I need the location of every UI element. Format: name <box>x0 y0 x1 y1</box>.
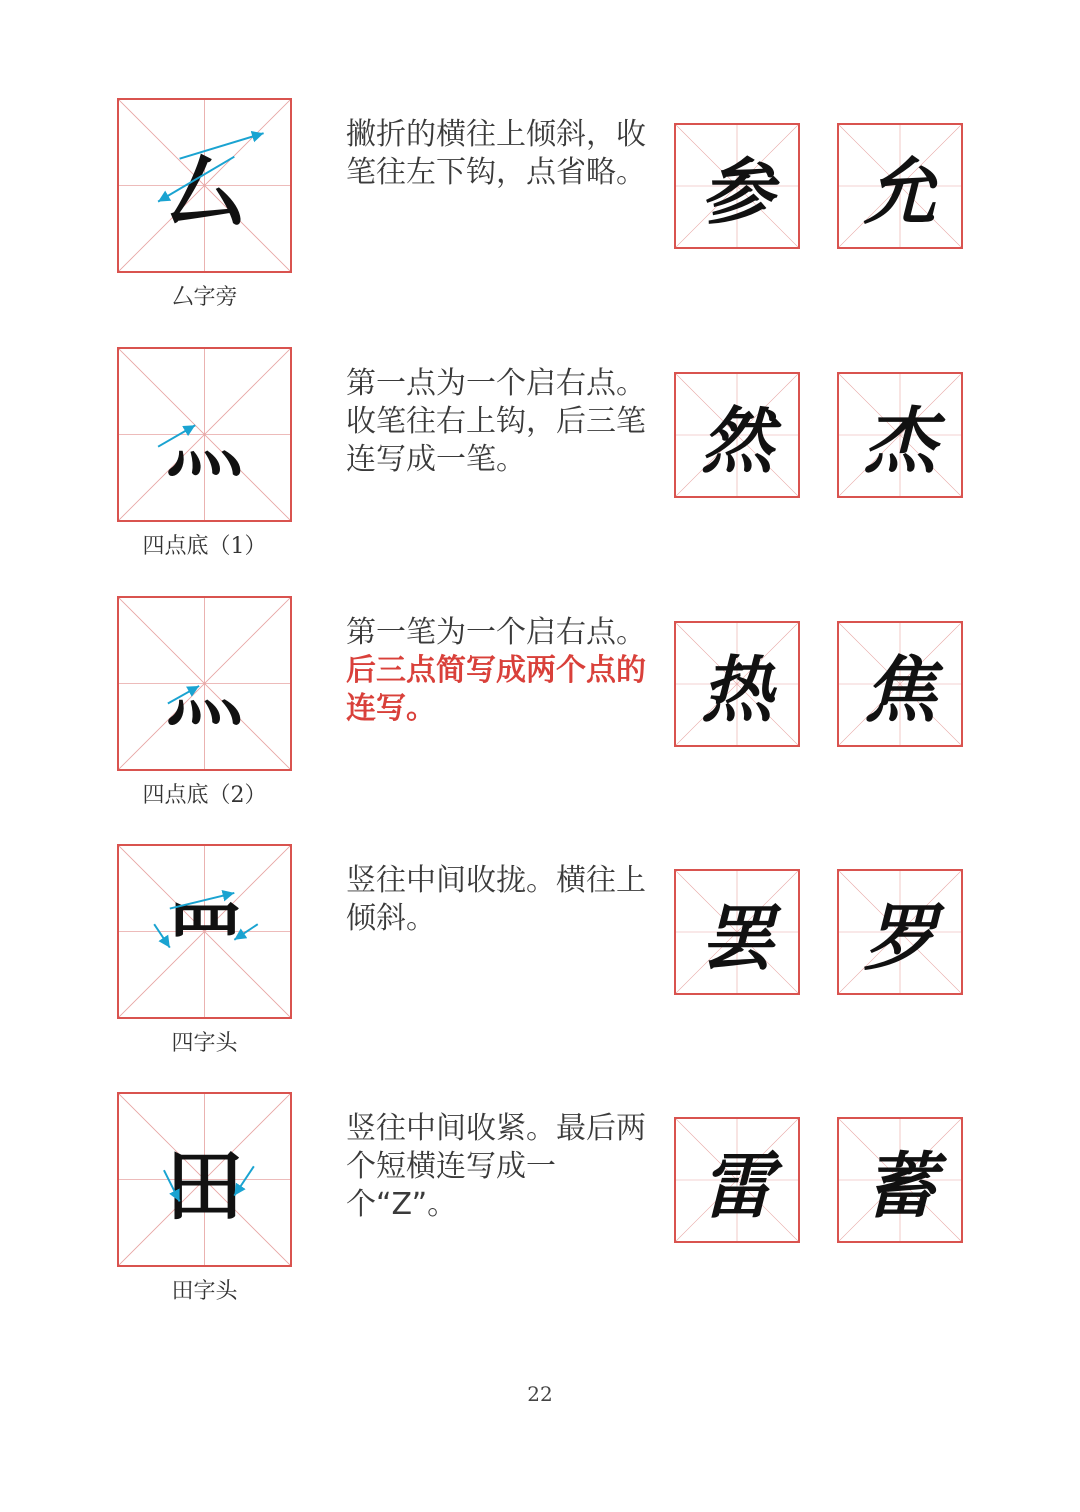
example-grid-2 <box>837 621 963 747</box>
page-number: 22 <box>527 1382 553 1406</box>
example-character: 罗 <box>863 895 936 980</box>
description-text: 第一笔为一个启右点。 <box>346 615 646 650</box>
demo-character: 田 <box>165 1140 244 1232</box>
demo-character: 厶 <box>165 146 244 238</box>
example-grid-1 <box>674 869 800 995</box>
example-grid-2 <box>837 372 963 498</box>
demo-character: 罒 <box>165 892 244 984</box>
description-text: 竖往中间收紧。最后两个短横连写成一个“Z”。 <box>346 1111 646 1222</box>
stroke-row <box>0 596 1080 816</box>
example-character: 然 <box>700 398 773 483</box>
example-character: 雷 <box>700 1143 773 1228</box>
example-grid-1 <box>674 621 800 747</box>
demo-grid <box>117 844 292 1019</box>
description-text: 竖往中间收拢。横往上倾斜。 <box>346 863 646 936</box>
example-character: 焦 <box>863 647 936 732</box>
demo-character: 灬 <box>165 644 244 736</box>
radical-caption: 四点底（1） <box>142 534 267 559</box>
description <box>346 614 656 728</box>
demo-grid <box>117 1092 292 1267</box>
example-character: 杰 <box>863 398 936 483</box>
example-character: 参 <box>700 149 773 234</box>
example-character: 罢 <box>700 895 773 980</box>
description <box>346 1110 656 1224</box>
description <box>346 862 656 938</box>
stroke-row <box>0 1092 1080 1312</box>
description-text: 第一点为一个启右点。收笔往右上钩，后三笔连写成一笔。 <box>346 366 646 477</box>
example-grid-1 <box>674 1117 800 1243</box>
example-grid-2 <box>837 869 963 995</box>
radical-caption: 四字头 <box>171 1031 238 1056</box>
example-character: 蓄 <box>863 1143 936 1228</box>
demo-grid <box>117 347 292 522</box>
description-highlight: 后三点简写成两个点的连写。 <box>346 653 646 726</box>
demo-grid <box>117 98 292 273</box>
stroke-row <box>0 347 1080 567</box>
example-character: 允 <box>863 149 936 234</box>
radical-caption: 厶字旁 <box>171 285 238 310</box>
radical-caption: 四点底（2） <box>142 783 267 808</box>
example-grid-1 <box>674 372 800 498</box>
stroke-row <box>0 844 1080 1064</box>
description <box>346 365 656 479</box>
demo-character: 灬 <box>165 395 244 487</box>
example-grid-2 <box>837 123 963 249</box>
stroke-row <box>0 98 1080 318</box>
description-text: 撇折的横往上倾斜，收笔往左下钩，点省略。 <box>346 117 646 190</box>
example-grid-1 <box>674 123 800 249</box>
demo-grid <box>117 596 292 771</box>
description <box>346 116 656 192</box>
example-character: 热 <box>700 647 773 732</box>
example-grid-2 <box>837 1117 963 1243</box>
radical-caption: 田字头 <box>171 1279 238 1304</box>
